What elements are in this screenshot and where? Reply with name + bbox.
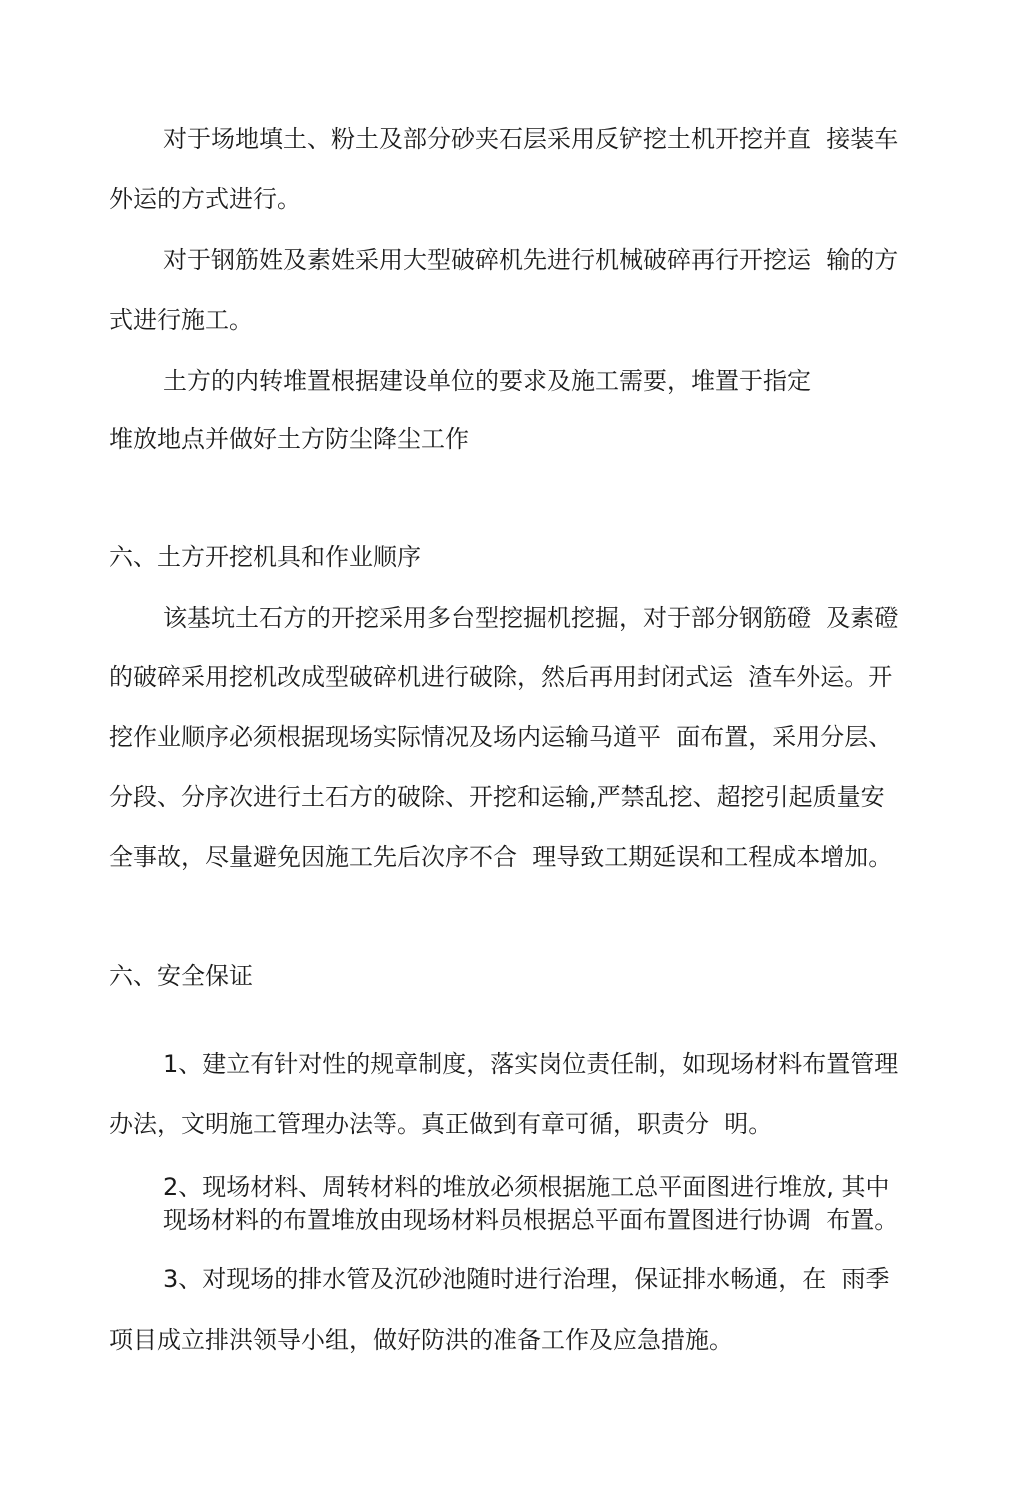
safety-item3-line2: 项目成立排洪领导小组，做好防洪的准备工作及应急措施。 bbox=[109, 1326, 733, 1354]
safety-item3-line1: 3、对现场的排水管及沉砂池随时进行治理，保证排水畅通，在 雨季 bbox=[163, 1265, 890, 1293]
para2-line1: 对于钢筋姓及素姓采用大型破碎机先进行机械破碎再行开挖运 输的方 bbox=[163, 246, 899, 274]
safety-item2-line1: 2、现场材料、周转材料的堆放必须根据施工总平面图进行堆放, 其中 bbox=[163, 1173, 890, 1201]
section1-line3: 挖作业顺序必须根据现场实际情况及场内运输马道平 面布置，采用分层、 bbox=[109, 723, 893, 751]
section1-line4: 分段、分序次进行土石方的破除、开挖和运输,严禁乱挖、超挖引起质量安 bbox=[109, 783, 885, 811]
para3-line1: 土方的内转堆置根据建设单位的要求及施工需要，堆置于指定 bbox=[163, 367, 811, 395]
section-heading-safety: 六、安全保证 bbox=[109, 962, 253, 990]
para1-line1: 对于场地填土、粉土及部分砂夹石层采用反铲挖土机开挖并直 接装车 bbox=[163, 125, 899, 153]
safety-item2-line2: 现场材料的布置堆放由现场材料员根据总平面布置图进行协调 布置。 bbox=[163, 1206, 899, 1234]
section-heading-excavation: 六、土方开挖机具和作业顺序 bbox=[109, 543, 421, 571]
safety-item1-line2: 办法，文明施工管理办法等。真正做到有章可循，职责分 明。 bbox=[109, 1110, 773, 1138]
safety-item1-line1: 1、建立有针对性的规章制度，落实岗位责任制，如现场材料布置管理 bbox=[163, 1050, 899, 1078]
para2-line2: 式进行施工。 bbox=[109, 306, 253, 334]
section1-line1: 该基坑土石方的开挖采用多台型挖掘机挖掘，对于部分钢筋磴 及素磴 bbox=[163, 604, 899, 632]
section1-line2: 的破碎采用挖机改成型破碎机进行破除，然后再用封闭式运 渣车外运。开 bbox=[109, 663, 893, 691]
para1-line2: 外运的方式进行。 bbox=[109, 185, 301, 213]
para3-line2: 堆放地点并做好土方防尘降尘工作 bbox=[109, 425, 469, 453]
section1-line5: 全事故，尽量避免因施工先后次序不合 理导致工期延误和工程成本增加。 bbox=[109, 843, 893, 871]
